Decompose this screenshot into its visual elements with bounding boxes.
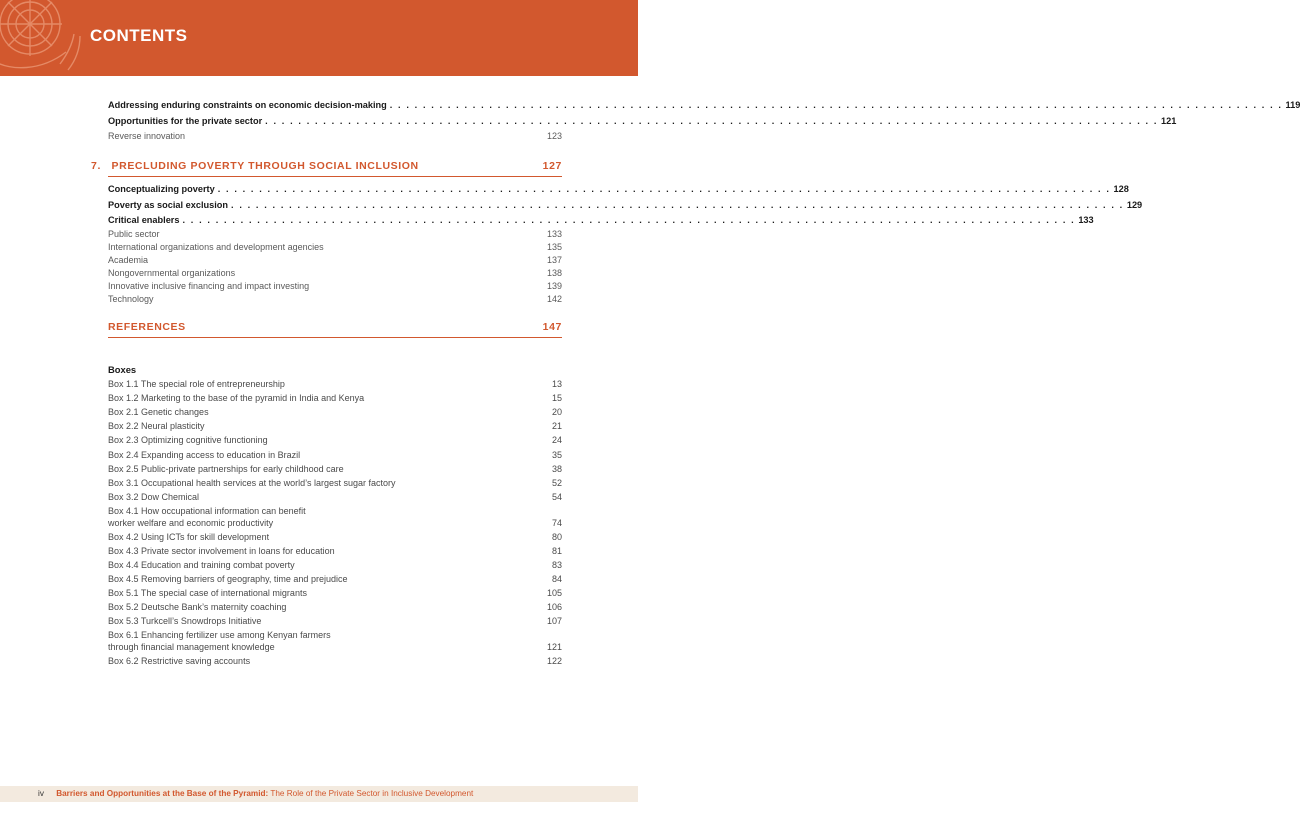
box-list-item[interactable] — [108, 435, 562, 447]
section-divider — [108, 337, 562, 338]
page-title: CONTENTS — [90, 26, 188, 45]
box-list-item[interactable] — [108, 574, 562, 586]
toc-subentry-page: 139 — [546, 281, 562, 291]
box-page: 21 — [551, 421, 562, 431]
chapter-page: 127 — [542, 160, 562, 172]
toc-entry-page: 129 — [1126, 200, 1143, 210]
box-page: 81 — [551, 546, 562, 556]
box-label: Box 6.1 Enhancing fertilizer use among Kenyan farmers — [108, 630, 331, 640]
box-page: 84 — [551, 574, 562, 584]
box-page: 24 — [551, 435, 562, 445]
box-page: 121 — [546, 641, 562, 652]
box-label: Box 2.4 Expanding access to education in Brazil — [108, 450, 301, 460]
toc-entry[interactable] — [108, 199, 1143, 211]
box-list-item[interactable] — [108, 630, 562, 653]
box-list-item[interactable] — [108, 421, 562, 433]
box-label: Box 2.3 Optimizing cognitive functioning — [108, 435, 268, 445]
box-page: 54 — [551, 492, 562, 502]
box-label: Box 1.1 The special role of entrepreneurship — [108, 379, 285, 389]
toc-subentry-label: Academia — [108, 255, 149, 265]
chapter-heading[interactable] — [91, 160, 562, 172]
box-page: 74 — [551, 517, 562, 528]
box-page: 122 — [546, 656, 562, 666]
toc-subentry-page: 135 — [546, 242, 562, 252]
box-list-item[interactable] — [108, 602, 562, 614]
footer-title-bold: Barriers and Opportunities at the Base of the Pyramid: — [56, 789, 269, 798]
box-label: Box 3.1 Occupational health services at the world’s largest sugar factory — [108, 478, 396, 488]
toc-subentry[interactable] — [108, 241, 562, 253]
box-list-item[interactable] — [108, 506, 562, 529]
un-emblem-icon — [0, 0, 84, 76]
toc-subentry-page: 142 — [546, 294, 562, 304]
toc-subentry[interactable] — [108, 130, 562, 142]
toc-entry[interactable] — [108, 99, 1300, 111]
leader-dots: . . . . . . . . . . . . . . . . . . . . . . . . . . . . . . . . . . . . . . . . . . . . . . . . . . . . . . . . . . . . . . . . . . . . . . . . . . . . . . . . . . . . . . . . . . . . . . . . . . . . . . . . . . . . — [389, 100, 1283, 110]
box-page: 105 — [546, 588, 562, 598]
toc-entry[interactable] — [108, 214, 1094, 226]
box-list-item[interactable] — [108, 464, 562, 476]
box-label: Box 4.3 Private sector involvement in loans for education — [108, 546, 335, 556]
chapter-heading-title-wrap — [91, 160, 419, 172]
toc-subentry-label: Technology — [108, 294, 154, 304]
box-list-item[interactable] — [108, 393, 562, 405]
toc-entry-page: 121 — [1160, 116, 1177, 126]
box-label: Box 2.2 Neural plasticity — [108, 421, 205, 431]
box-label-continued: through financial management knowledge — [108, 641, 275, 652]
box-page: 107 — [546, 616, 562, 626]
box-list-item[interactable] — [108, 532, 562, 544]
toc-entry-page: 133 — [1078, 215, 1094, 225]
box-list-item[interactable] — [108, 560, 562, 572]
boxes-heading: Boxes — [108, 364, 137, 375]
toc-subentry[interactable] — [108, 280, 562, 292]
box-label: Box 2.5 Public-private partnerships for early childhood care — [108, 464, 344, 474]
box-page: 38 — [551, 464, 562, 474]
box-label: Box 5.1 The special case of international migrants — [108, 588, 307, 598]
toc-subentry[interactable] — [108, 228, 562, 240]
footer-title-rest: The Role of the Private Sector in Inclusive Development — [268, 789, 474, 798]
toc-entry[interactable] — [108, 183, 1129, 195]
box-label: Box 4.5 Removing barriers of geography, time and prejudice — [108, 574, 348, 584]
toc-entry-label: Critical enablers — [108, 215, 180, 225]
page-number: iv — [38, 789, 44, 798]
references-page: 147 — [542, 321, 562, 333]
box-list-item[interactable] — [108, 588, 562, 600]
toc-entry-label: Addressing enduring constraints on economic decision-making — [108, 100, 387, 110]
leader-dots: . . . . . . . . . . . . . . . . . . . . . . . . . . . . . . . . . . . . . . . . . . . . . . . . . . . . . . . . . . . . . . . . . . . . . . . . . . . . . . . . . . . . . . . . . . . . . . . . . . . . . . . . . . . . — [231, 200, 1124, 210]
chapter-title: PRECLUDING POVERTY THROUGH SOCIAL INCLUSION — [111, 160, 419, 172]
toc-entry[interactable] — [108, 115, 1177, 127]
toc-subentry-label: Public sector — [108, 229, 160, 239]
leader-dots: . . . . . . . . . . . . . . . . . . . . . . . . . . . . . . . . . . . . . . . . . . . . . . . . . . . . . . . . . . . . . . . . . . . . . . . . . . . . . . . . . . . . . . . . . . . . . . . . . . . . . . . . . . . . — [265, 116, 1158, 126]
toc-subentry-page: 133 — [546, 229, 562, 239]
box-label: Box 4.2 Using ICTs for skill development — [108, 532, 270, 542]
box-list-item[interactable] — [108, 492, 562, 504]
box-label-wrap — [108, 506, 306, 529]
toc-subentry[interactable] — [108, 254, 562, 266]
box-page: 20 — [551, 407, 562, 417]
toc-subentry[interactable] — [108, 267, 562, 279]
toc-entry-label: Opportunities for the private sector — [108, 116, 263, 126]
box-label: Box 3.2 Dow Chemical — [108, 492, 200, 502]
box-page: 15 — [551, 393, 562, 403]
toc-subentry-page: 123 — [546, 131, 562, 141]
toc-subentry-label: Nongovernmental organizations — [108, 268, 236, 278]
box-list-item[interactable] — [108, 450, 562, 462]
box-label: Box 6.2 Restrictive saving accounts — [108, 656, 251, 666]
box-page: 35 — [551, 450, 562, 460]
references-heading[interactable] — [108, 321, 562, 333]
box-list-item[interactable] — [108, 546, 562, 558]
box-list-item[interactable] — [108, 379, 562, 391]
toc-entry-label: Poverty as social exclusion — [108, 200, 229, 210]
box-label: Box 2.1 Genetic changes — [108, 407, 209, 417]
toc-entry-label: Conceptualizing poverty — [108, 184, 215, 194]
toc-subentry[interactable] — [108, 293, 562, 305]
leader-dots: . . . . . . . . . . . . . . . . . . . . . . . . . . . . . . . . . . . . . . . . . . . . . . . . . . . . . . . . . . . . . . . . . . . . . . . . . . . . . . . . . . . . . . . . . . . . . . . . . . . . . . . . . . . . — [182, 215, 1076, 225]
box-page: 52 — [551, 478, 562, 488]
box-list-item[interactable] — [108, 616, 562, 628]
leader-dots: . . . . . . . . . . . . . . . . . . . . . . . . . . . . . . . . . . . . . . . . . . . . . . . . . . . . . . . . . . . . . . . . . . . . . . . . . . . . . . . . . . . . . . . . . . . . . . . . . . . . . . . . . . . . — [217, 184, 1111, 194]
references-title: REFERENCES — [108, 321, 186, 333]
toc-entry-page: 128 — [1113, 184, 1129, 194]
box-page: 13 — [551, 379, 562, 389]
toc-subentry-page: 138 — [546, 268, 562, 278]
box-page: 83 — [551, 560, 562, 570]
header-band — [0, 0, 638, 76]
toc-subentry-label: International organizations and development agencies — [108, 242, 324, 252]
box-page: 80 — [551, 532, 562, 542]
toc-subentry-label: Reverse innovation — [108, 131, 186, 141]
toc-entry-page: 119 — [1285, 100, 1300, 110]
box-list-item[interactable] — [108, 407, 562, 419]
box-label: Box 4.4 Education and training combat poverty — [108, 560, 295, 570]
box-label: Box 5.2 Deutsche Bank’s maternity coaching — [108, 602, 287, 612]
box-list-item[interactable] — [108, 656, 562, 668]
box-label: Box 5.3 Turkcell’s Snowdrops Initiative — [108, 616, 262, 626]
box-label: Box 1.2 Marketing to the base of the pyramid in India and Kenya — [108, 393, 365, 403]
toc-subentry-page: 137 — [546, 255, 562, 265]
page-footer — [38, 789, 473, 798]
box-label: Box 4.1 How occupational information can benefit — [108, 506, 306, 516]
box-page: 106 — [546, 602, 562, 612]
section-divider — [108, 176, 562, 177]
box-label-continued: worker welfare and economic productivity — [108, 517, 274, 528]
chapter-number: 7. — [91, 160, 101, 172]
toc-subentry-label: Innovative inclusive financing and impact investing — [108, 281, 310, 291]
box-label-wrap — [108, 630, 331, 653]
box-list-item[interactable] — [108, 478, 562, 490]
